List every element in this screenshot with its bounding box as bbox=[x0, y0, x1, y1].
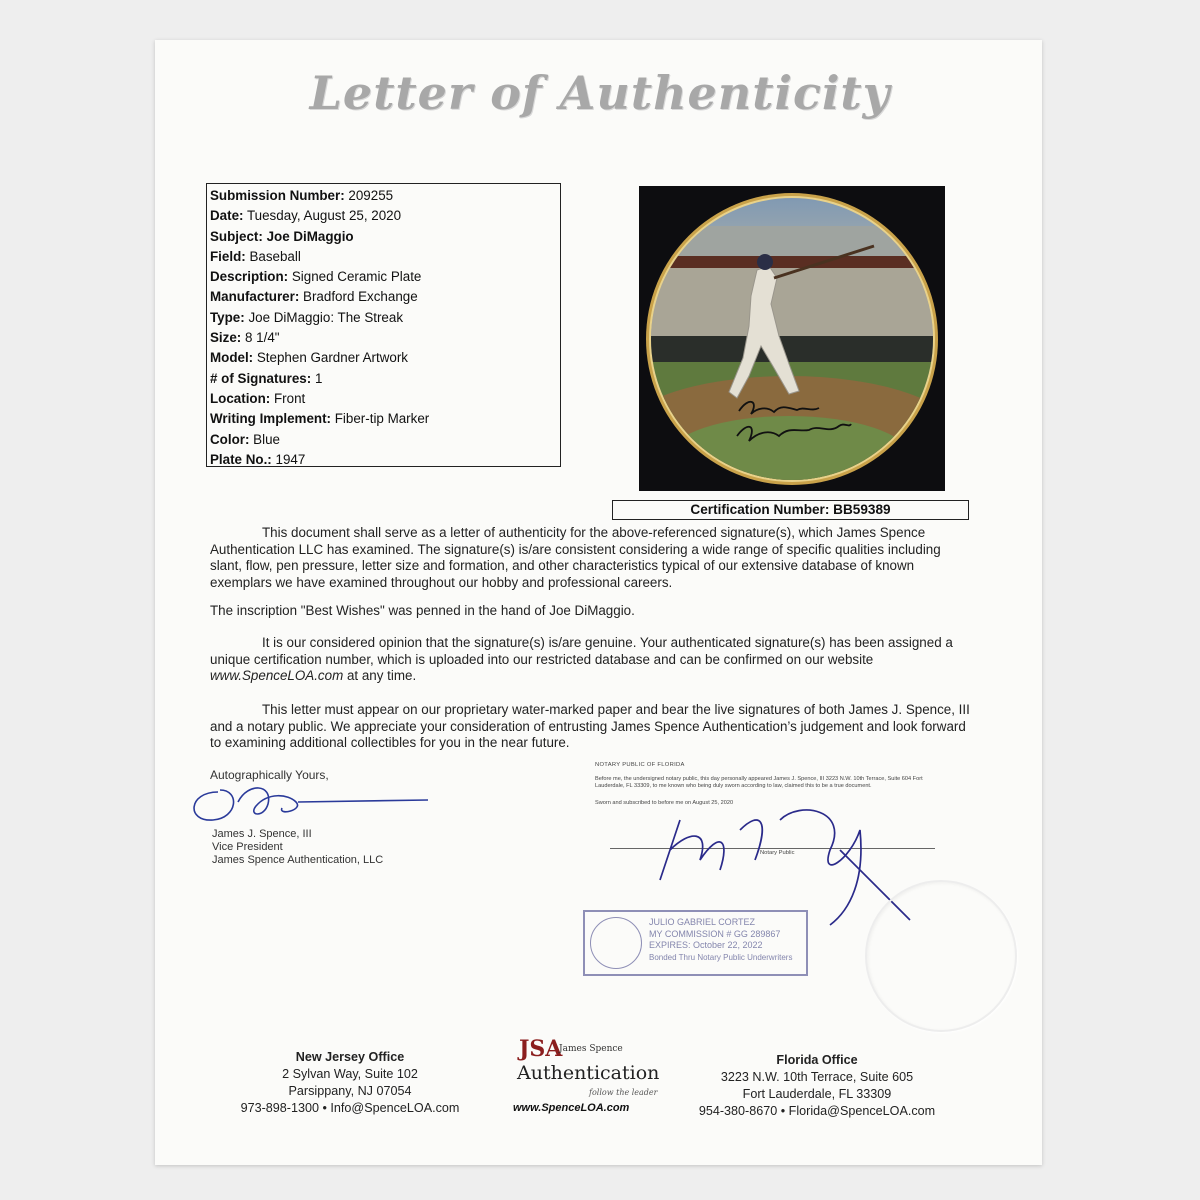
signed-plate-photo bbox=[639, 186, 945, 491]
detail-row-size: Size: 8 1/4" bbox=[210, 330, 280, 346]
jsa-logo: JSA James Spence Authentication follow the leader www.SpenceLOA.com bbox=[513, 1036, 660, 1114]
signer-block bbox=[212, 828, 383, 867]
notary-seal-icon bbox=[590, 917, 642, 969]
new-jersey-office: New Jersey Office 2 Sylvan Way, Suite 102 Parsippany, NJ 07054 973-898-1300 • Info@SpenceLOA.com bbox=[240, 1050, 460, 1115]
detail-row-writing-implement: Writing Implement: Fiber-tip Marker bbox=[210, 411, 430, 427]
signer-title: Vice President bbox=[212, 841, 283, 853]
paragraph-watermark: This letter must appear on our proprietary water-marked paper and bear the live signatures of both James J. Spence, III and a notary public. We appreciate your consideration of entrusting James Spence Authentication’s judgement and look forward to examining additional collectibles for you in the near future. bbox=[210, 702, 970, 750]
signer-company: James Spence Authentication, LLC bbox=[212, 854, 384, 866]
notary-stamp: JULIO GABRIEL CORTEZ MY COMMISSION # GG 289867 EXPIRES: October 22, 2022 Bonded Thru Notary Public Underwriters bbox=[583, 910, 808, 976]
detail-row-location: Location: Front bbox=[210, 390, 306, 406]
florida-office: Florida Office 3223 N.W. 10th Terrace, Suite 605 Fort Lauderdale, FL 33309 954-380-8670 • Florida@SpenceLOA.com bbox=[698, 1053, 936, 1118]
detail-row-type: Type: Joe DiMaggio: The Streak bbox=[210, 309, 404, 325]
detail-row-model: Model: Stephen Gardner Artwork bbox=[210, 350, 408, 366]
paragraph-authenticity: This document shall serve as a letter of authenticity for the above-referenced signature(s), which James Spence Authentication LLC has examined. The signature(s) is/are consistent considering a wide range of specific qualities including slant, flow, pen pressure, letter size and formation, and other characteristics typical of our extensive database of known exemplars we have examined throughout our hobby and professional careers. bbox=[210, 525, 941, 590]
detail-row-field: Field: Baseball bbox=[210, 248, 301, 264]
website-link: www.SpenceLOA.com bbox=[210, 668, 344, 683]
submission-details-box bbox=[206, 183, 561, 467]
notary-heading: NOTARY PUBLIC OF FLORIDA bbox=[595, 762, 685, 768]
plate-illustration bbox=[639, 186, 945, 491]
detail-row-description: Description: Signed Ceramic Plate bbox=[210, 269, 422, 285]
detail-row-manufacturer: Manufacturer: Bradford Exchange bbox=[210, 289, 418, 305]
closing-line: Autographically Yours, bbox=[210, 768, 329, 782]
document-title: Letter of Authenticity bbox=[309, 66, 891, 120]
detail-row-date: Date: Tuesday, August 25, 2020 bbox=[210, 208, 402, 224]
detail-row-signatures: # of Signatures: 1 bbox=[210, 370, 323, 386]
signer-name: James J. Spence, III bbox=[212, 828, 312, 840]
notary-label: Notary Public bbox=[760, 850, 795, 856]
detail-row-plate-no: Plate No.: 1947 bbox=[210, 451, 306, 467]
embossed-seal bbox=[865, 880, 1017, 1032]
paragraph-inscription: The inscription "Best Wishes" was penned in the hand of Joe DiMaggio. bbox=[210, 603, 635, 618]
certification-number: Certification Number: BB59389 bbox=[612, 500, 969, 520]
detail-row-subject: Subject: Joe DiMaggio bbox=[210, 228, 354, 244]
paragraph-opinion: It is our considered opinion that the signature(s) is/are genuine. Your authenticated signature(s) has been assigned a unique certification number, which is uploaded into our restricted database and can be confirmed on our website www.SpenceLOA.com at any time. bbox=[210, 635, 953, 683]
detail-row-submission: Submission Number: 209255 bbox=[210, 188, 394, 203]
spence-signature bbox=[178, 772, 438, 832]
detail-row-color: Color: Blue bbox=[210, 431, 280, 447]
notary-statement: Before me, the undersigned notary public, this day personally appeared James J. Spence, III 3223 N.W. 10th Terrace, Suite 604 Fort Lauderdale, FL 33309, to me known who being duly sworn according to law, claimed this to be a true document. Sworn and subscribed to before me on August 25, 2020 bbox=[595, 776, 923, 806]
